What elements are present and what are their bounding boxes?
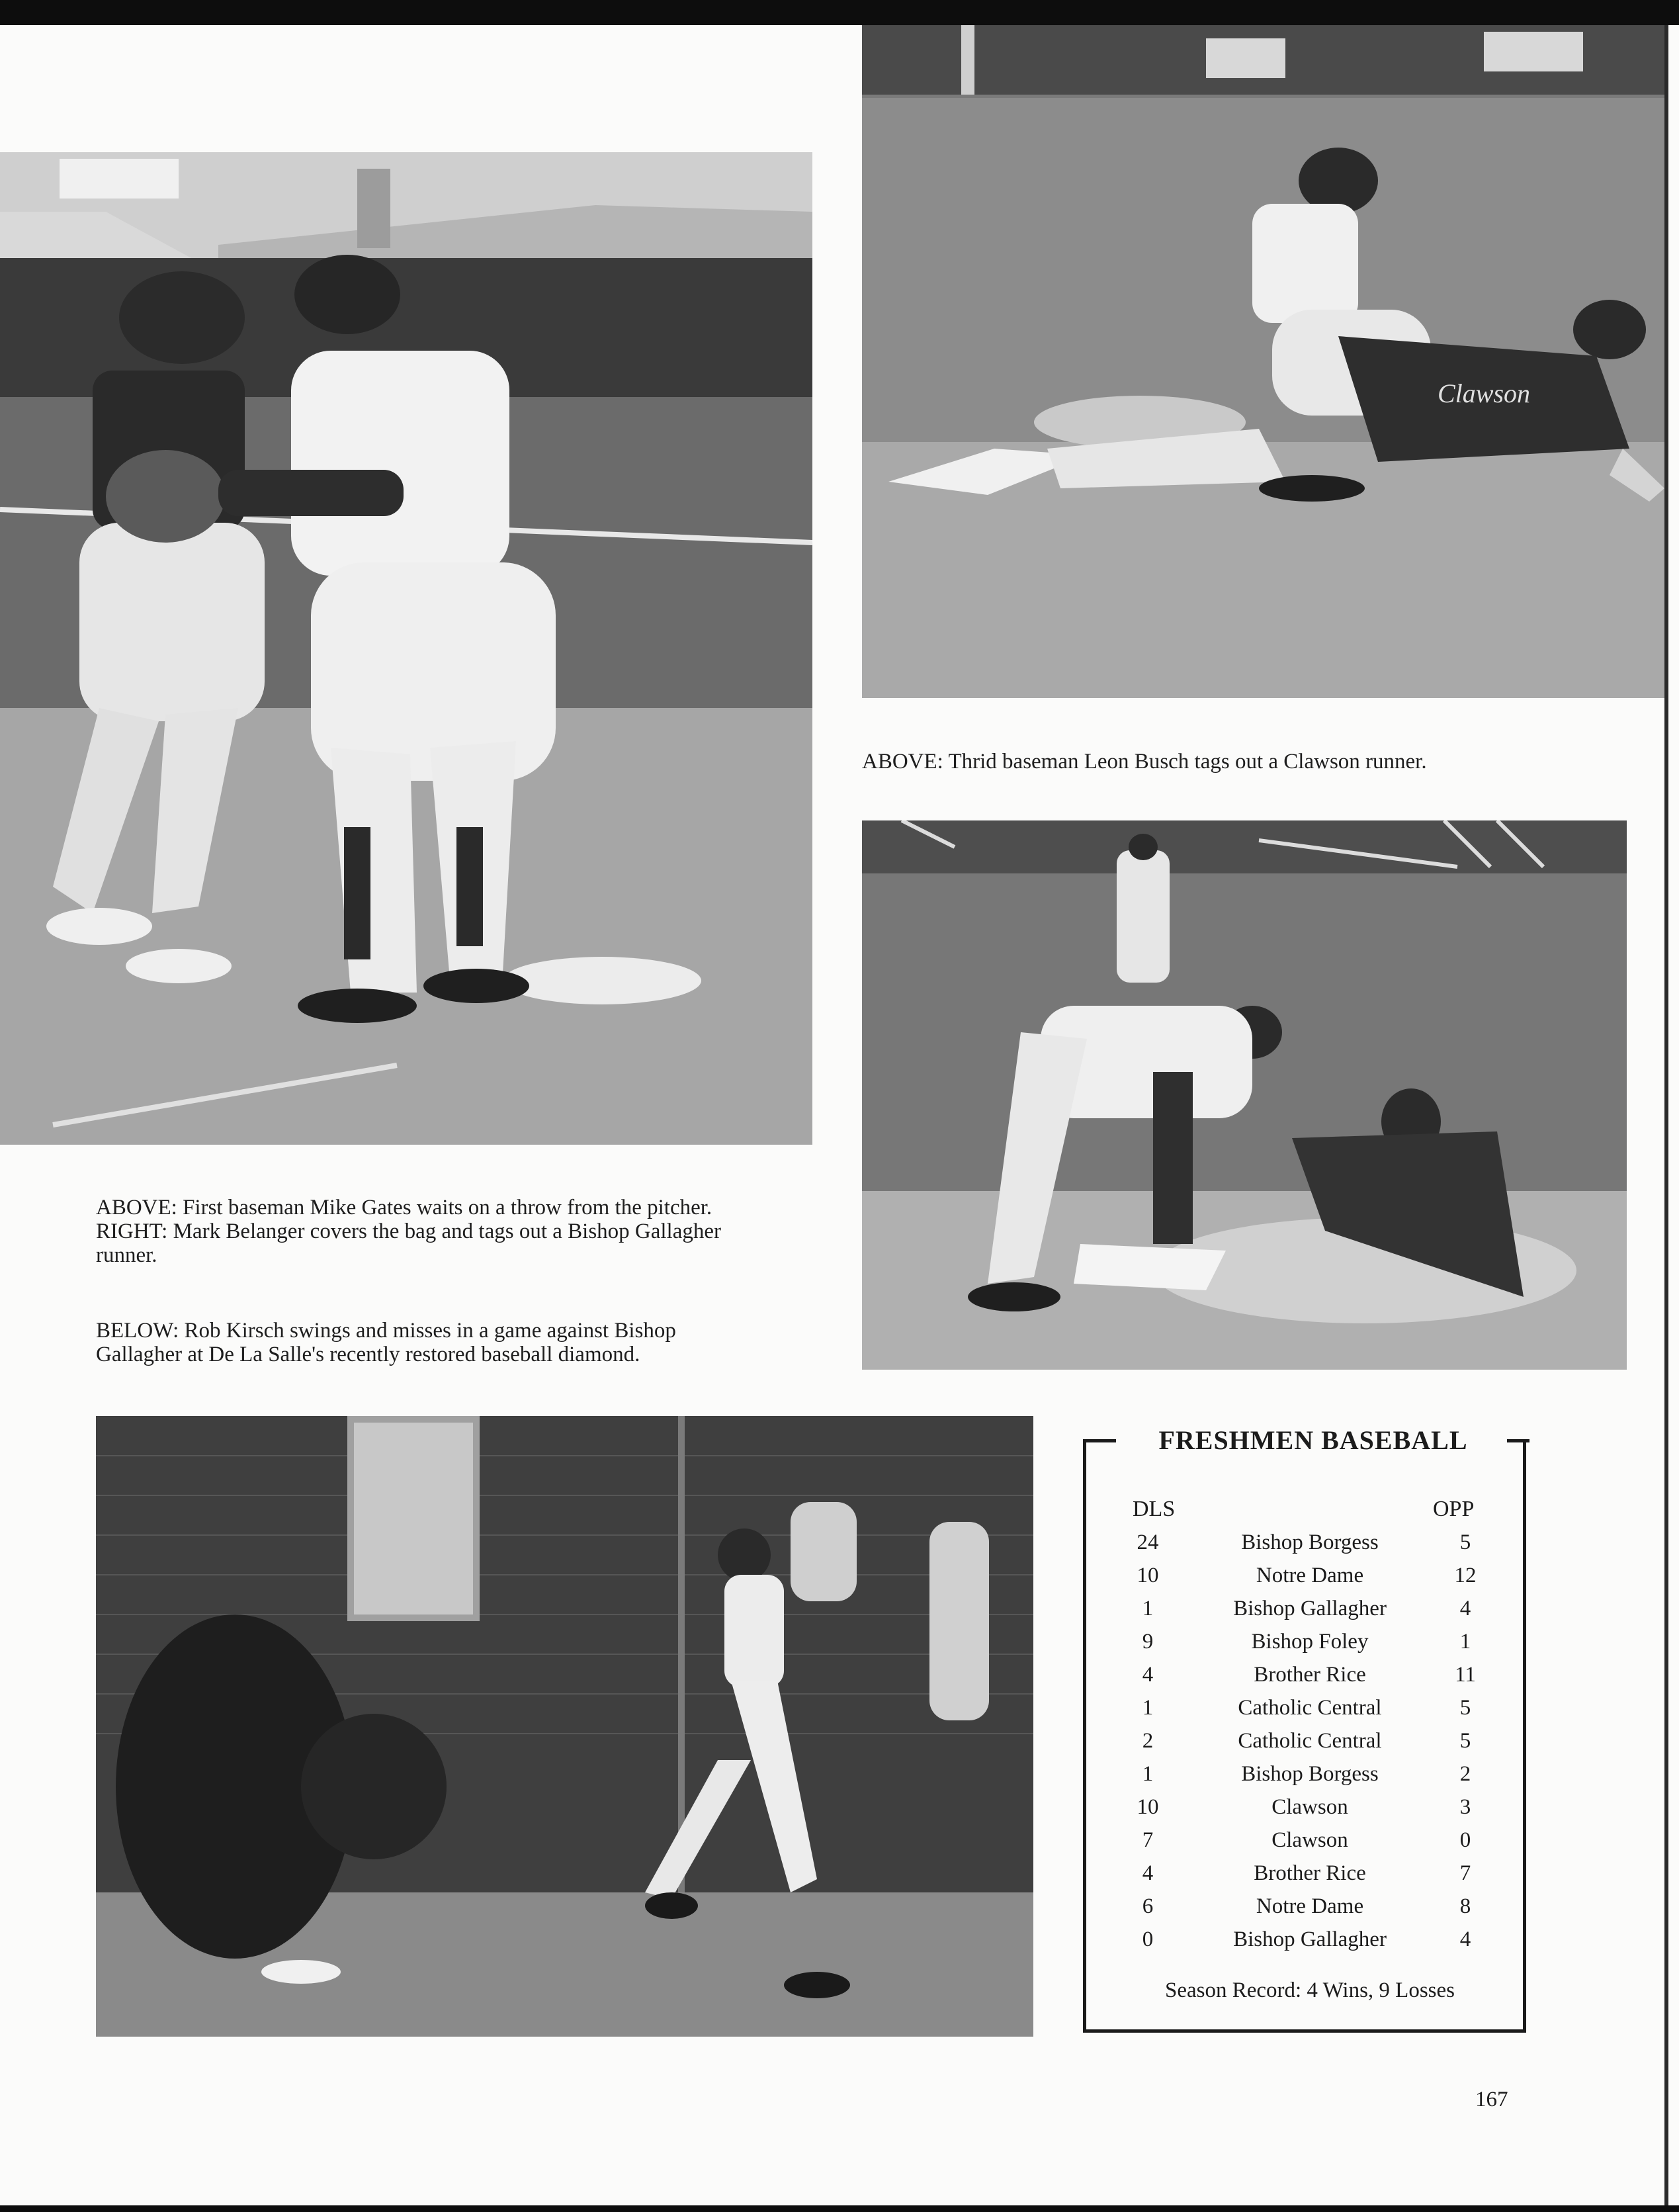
- caption-line: Gallagher at De La Salle's recently restored baseball diamond.: [96, 1343, 640, 1366]
- opponent-name: Clawson: [1271, 1795, 1348, 1819]
- dls-score: 10: [1137, 1564, 1159, 1587]
- opp-score: 5: [1459, 1530, 1471, 1554]
- caption-batter: [96, 1319, 812, 1366]
- opponent-name: Bishop Gallagher: [1233, 1597, 1387, 1620]
- opponent-name: Catholic Central: [1238, 1729, 1382, 1753]
- dls-score: 4: [1142, 1861, 1154, 1885]
- opp-score: 8: [1459, 1894, 1471, 1918]
- column-header-dls: DLS: [1133, 1497, 1176, 1521]
- opponent-name: Bishop Foley: [1251, 1630, 1369, 1654]
- opponent-name: Notre Dame: [1256, 1894, 1364, 1918]
- photo-base-tag: [862, 820, 1627, 1370]
- clawson-jersey-text: Clawson: [1438, 378, 1531, 408]
- opp-score: 5: [1459, 1729, 1471, 1753]
- dls-score: 6: [1142, 1894, 1154, 1918]
- score-row: [1118, 1729, 1488, 1762]
- score-row: [1118, 1597, 1488, 1630]
- page-edge: [1664, 25, 1668, 2205]
- dls-score: 1: [1142, 1762, 1154, 1786]
- score-row: [1118, 1927, 1488, 1961]
- dls-score: 10: [1137, 1795, 1159, 1819]
- dls-score: 24: [1137, 1530, 1159, 1554]
- dls-score: 7: [1142, 1828, 1154, 1852]
- scorebox-frame-top: [1507, 1439, 1529, 1442]
- page-number: 167: [1475, 2088, 1508, 2111]
- caption-third-baseman: ABOVE: Thrid baseman Leon Busch tags out a Clawson runner.: [862, 750, 1427, 774]
- opponent-name: Clawson: [1271, 1828, 1348, 1852]
- score-row: [1118, 1828, 1488, 1861]
- score-row: [1118, 1663, 1488, 1696]
- top-border: [0, 0, 1679, 25]
- dls-score: 1: [1142, 1696, 1154, 1720]
- caption-line: runner.: [96, 1243, 157, 1267]
- opponent-name: Bishop Gallagher: [1233, 1927, 1387, 1951]
- opponent-name: Bishop Borgess: [1241, 1530, 1379, 1554]
- score-row: [1118, 1530, 1488, 1564]
- photo-third-baseman-tag: [862, 25, 1664, 698]
- opp-score: 12: [1454, 1564, 1477, 1587]
- opp-score: 2: [1459, 1762, 1471, 1786]
- season-record: Season Record: 4 Wins, 9 Losses: [1164, 1978, 1455, 2002]
- opp-score: 11: [1455, 1663, 1476, 1687]
- score-row: [1118, 1696, 1488, 1729]
- score-row: [1118, 1795, 1488, 1828]
- score-row: [1118, 1630, 1488, 1663]
- photo-first-baseman: [0, 152, 812, 1145]
- score-row: [1118, 1861, 1488, 1894]
- column-header-opp: OPP: [1433, 1497, 1475, 1521]
- opponent-name: Brother Rice: [1254, 1663, 1366, 1687]
- photo-batter: [96, 1416, 1033, 2037]
- scorebox-title: FRESHMEN BASEBALL: [1158, 1425, 1468, 1455]
- caption-first-baseman: [96, 1196, 812, 1267]
- dls-score: 4: [1142, 1663, 1154, 1687]
- opp-score: 3: [1459, 1795, 1471, 1819]
- opp-score: 0: [1459, 1828, 1471, 1852]
- caption-line: RIGHT: Mark Belanger covers the bag and tags out a Bishop Gallagher: [96, 1219, 722, 1243]
- opponent-name: Bishop Borgess: [1241, 1762, 1379, 1786]
- caption-line: BELOW: Rob Kirsch swings and misses in a game against Bishop: [96, 1319, 676, 1343]
- caption-line: ABOVE: First baseman Mike Gates waits on a throw from the pitcher.: [96, 1196, 712, 1219]
- opponent-name: Brother Rice: [1254, 1861, 1366, 1885]
- opponent-name: Notre Dame: [1256, 1564, 1364, 1587]
- score-row: [1118, 1762, 1488, 1795]
- scorebox-frame-top: [1083, 1439, 1116, 1442]
- dls-score: 9: [1142, 1630, 1154, 1654]
- score-row: [1118, 1894, 1488, 1927]
- opp-score: 1: [1459, 1630, 1471, 1654]
- score-row: [1118, 1564, 1488, 1597]
- bottom-border: [0, 2205, 1679, 2212]
- dls-score: 2: [1142, 1729, 1154, 1753]
- opponent-name: Catholic Central: [1238, 1696, 1382, 1720]
- opp-score: 4: [1459, 1927, 1471, 1951]
- opp-score: 5: [1459, 1696, 1471, 1720]
- opp-score: 4: [1459, 1597, 1471, 1620]
- opp-score: 7: [1459, 1861, 1471, 1885]
- dls-score: 0: [1142, 1927, 1154, 1951]
- dls-score: 1: [1142, 1597, 1154, 1620]
